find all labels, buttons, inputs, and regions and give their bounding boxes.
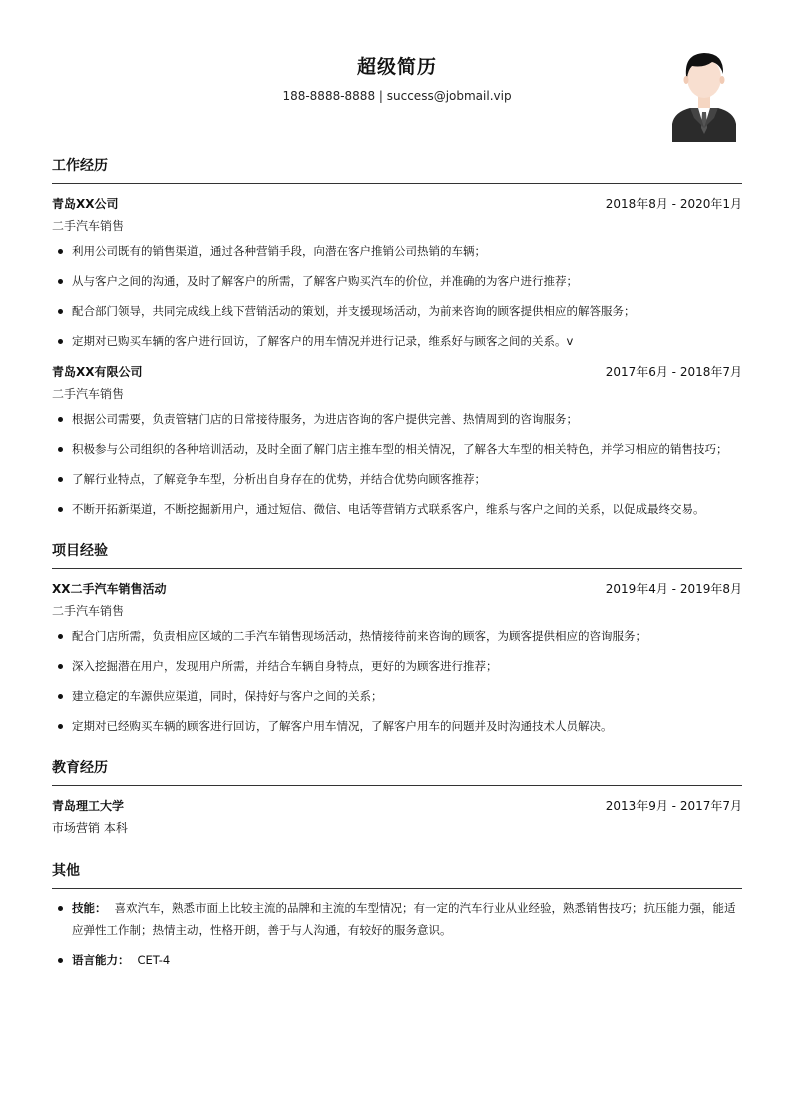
bullet-list <box>52 408 742 520</box>
work-section <box>52 153 742 520</box>
bullet-list <box>52 897 742 971</box>
list-item: 定期对已经购买车辆的顾客进行回访，了解客户用车情况，了解客户用车的问题并及时沟通技术人员解决。 <box>72 715 742 737</box>
bullet-list <box>52 240 742 352</box>
entry-date: 2019年4月 - 2019年8月 <box>605 581 742 596</box>
section-title-education: 教育经历 <box>52 755 742 786</box>
job-role: 二手汽车销售 <box>52 219 125 233</box>
resume-header <box>0 0 794 150</box>
other-section <box>52 858 742 971</box>
list-item: 定期对已购买车辆的客户进行回访，了解客户的用车情况并进行记录，维系好与顾客之间的关系。v <box>72 330 742 352</box>
skills-label: 技能： <box>72 901 107 915</box>
list-item: 建立稳定的车源供应渠道，同时，保持好与客户之间的关系； <box>72 685 742 707</box>
bullet-list <box>52 625 742 737</box>
section-title-project: 项目经验 <box>52 538 742 569</box>
job-role: 二手汽车销售 <box>52 387 125 401</box>
contact-info: 188-8888-8888 | success@jobmail.vip <box>282 89 512 103</box>
language-text: CET-4 <box>137 953 171 967</box>
avatar-icon <box>668 48 740 142</box>
list-item: 利用公司既有的销售渠道，通过各种营销手段，向潜在客户推销公司热销的车辆； <box>72 240 742 262</box>
list-item: 配合部门领导，共同完成线上线下营销活动的策划，并支援现场活动，为前来咨询的顾客提供相应的解答服务； <box>72 300 742 322</box>
project-name: XX二手汽车销售活动 <box>52 581 167 596</box>
list-item: 从与客户之间的沟通，及时了解客户的所需，了解客户购买汽车的价位，并准确的为客户进行推荐； <box>72 270 742 292</box>
project-entry <box>52 577 742 737</box>
list-item: 积极参与公司组织的各种培训活动，及时全面了解门店主推车型的相关情况，了解各大车型的相关特色，并学习相应的销售技巧； <box>72 438 742 460</box>
entry-date: 2013年9月 - 2017年7月 <box>605 798 742 813</box>
project-section <box>52 538 742 737</box>
work-entry <box>52 360 742 520</box>
resume-name: 超级简历 <box>356 56 437 78</box>
entry-date: 2018年8月 - 2020年1月 <box>605 196 742 211</box>
entry-date: 2017年6月 - 2018年7月 <box>605 364 742 379</box>
school-name: 青岛理工大学 <box>52 798 125 813</box>
list-item <box>72 949 742 971</box>
list-item: 配合门店所需，负责相应区域的二手汽车销售现场活动，热情接待前来咨询的顾客，为顾客提供相应的咨询服务； <box>72 625 742 647</box>
list-item: 了解行业特点，了解竞争车型，分析出自身存在的优势，并结合优势向顾客推荐； <box>72 468 742 490</box>
list-item: 根据公司需要，负责管辖门店的日常接待服务，为进店咨询的客户提供完善、热情周到的咨询服务； <box>72 408 742 430</box>
project-role: 二手汽车销售 <box>52 604 125 618</box>
resume-content <box>52 153 742 989</box>
skills-text: 喜欢汽车，熟悉市面上比较主流的品牌和主流的车型情况；有一定的汽车行业从业经验，熟悉销售技巧；抗压能力强，能适应弹性工作制；热情主动，性格开朗，善于与人沟通，有较好的服务意识。 <box>72 901 736 937</box>
company-name: 青岛XX公司 <box>52 196 119 211</box>
list-item: 不断开拓新渠道，不断挖掘新用户，通过短信、微信、电话等营销方式联系客户，维系与客户之间的关系，以促成最终交易。 <box>72 498 742 520</box>
section-title-work: 工作经历 <box>52 153 742 184</box>
work-entry <box>52 192 742 352</box>
list-item <box>72 897 742 941</box>
major-degree: 市场营销 本科 <box>52 821 128 835</box>
company-name: 青岛XX有限公司 <box>52 364 143 379</box>
language-label: 语言能力： <box>72 953 130 967</box>
education-section <box>52 755 742 840</box>
section-title-other: 其他 <box>52 858 742 889</box>
list-item: 深入挖掘潜在用户，发现用户所需，并结合车辆自身特点，更好的为顾客进行推荐； <box>72 655 742 677</box>
